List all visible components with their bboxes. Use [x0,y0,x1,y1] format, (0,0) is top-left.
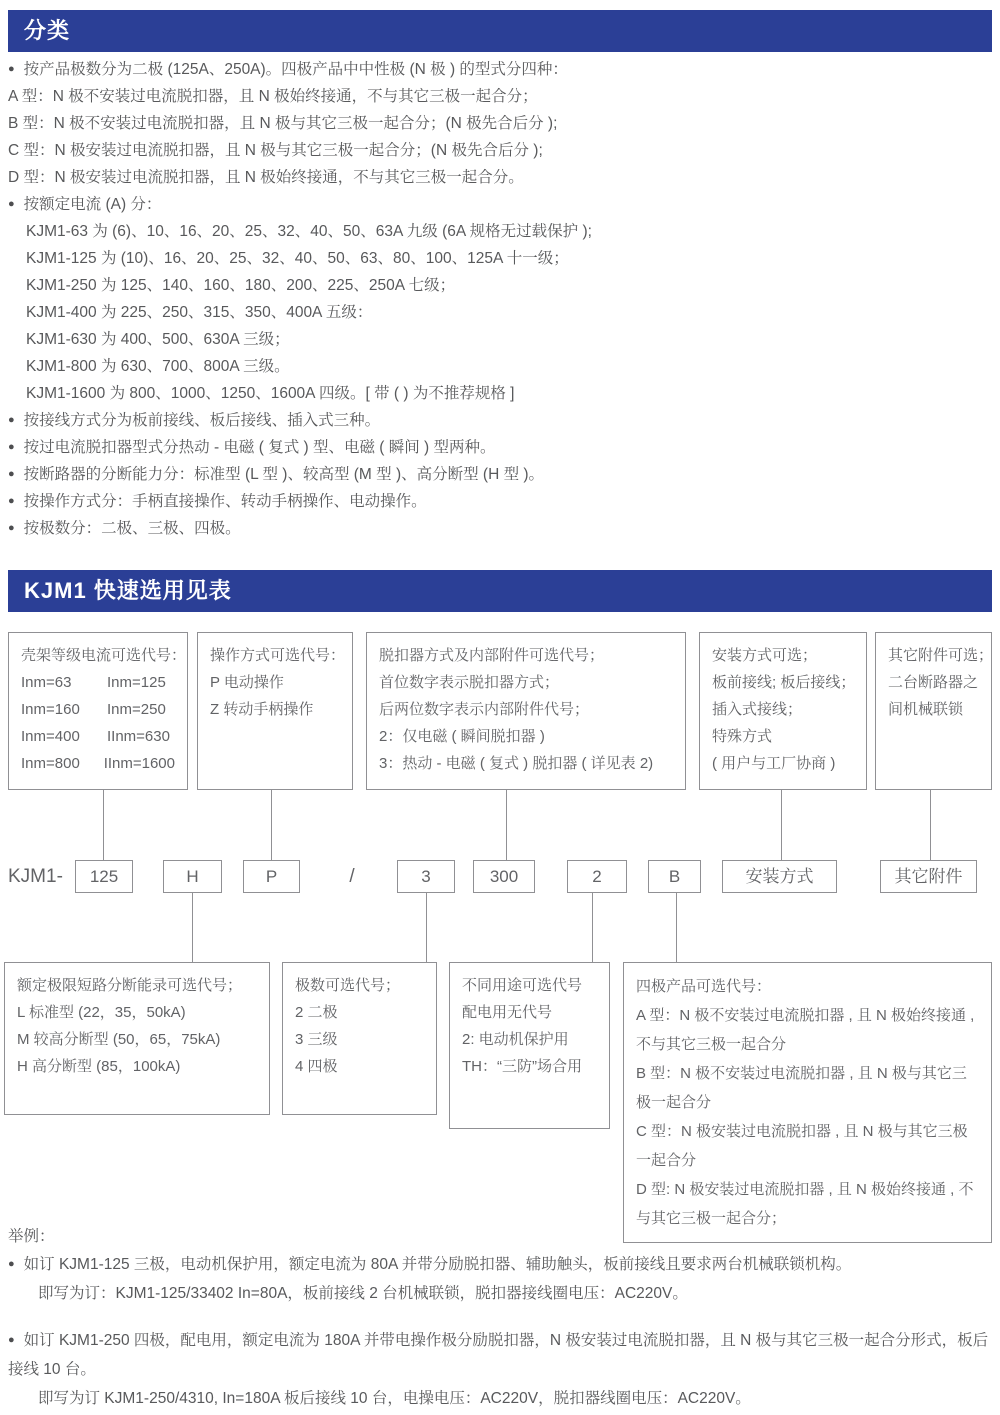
bullet-icon: ● [8,468,15,480]
classification-line-text: KJM1-630 为 400、500、630A 三级； [26,331,290,348]
legend-box-line: 间机械联锁 [888,701,964,718]
legend-box-line: 2: 电动机保护用 [462,1031,569,1048]
bullet-icon: ● [8,1258,15,1270]
bullet-icon: ● [8,63,15,75]
model-cell-mounting: 安装方式 [722,860,837,893]
legend-box-line: TH：“三防”场合用 [462,1058,582,1075]
legend-box-line: 板前接线; 板后接线； [712,674,856,691]
legend-box-line: ( 用户与工厂协商 ) [712,755,836,772]
connector-line [426,893,427,962]
classification-line-text: KJM1-250 为 125、140、160、180、200、225、250A 七级； [26,277,456,294]
classification-line-text: 按产品极数分为二极 (125A、250A)。四极产品中中性极 (N 极 ) 的型式分四种： [23,61,568,78]
legend-box-line: A 型：N 极不安装过电流脱扣器 , 且 N 极始终接通 , 不与其它三极一起合分 [636,1007,975,1053]
classification-line-text: KJM1-125 为 (10)、16、20、25、32、40、50、63、80、100、125A 十一级； [26,250,569,267]
bullet-icon: ● [8,522,15,534]
legend-box-line: L 标准型 (22，35，50kA) [17,1004,186,1021]
classification-line-text: KJM1-400 为 225、250、315、350、400A 五级： [26,304,373,321]
legend-pair-row [21,696,175,723]
legend-box-line: 3：热动 - 电磁 ( 复式 ) 脱扣器 ( 详见表 2) [379,755,654,772]
legend-box-line: 四极产品可选代号： [636,978,772,995]
legend-box-line: B 型：N 极不安装过电流脱扣器 , 且 N 极与其它三极一起合分 [636,1065,967,1111]
classification-line [8,353,992,380]
model-cell-accessory: 其它附件 [880,860,977,893]
legend-box-line: 安装方式可选； [712,647,818,664]
legend-poles-box [282,962,437,1115]
classification-title-text: 分类 [24,18,71,43]
connector-line [506,790,507,860]
legend-pair-cell: IInm=1600 [103,755,175,772]
model-cell-release-code: 300 [473,860,535,893]
example-item-order: 即写为订：KJM1-125/33402 In=80A，板前接线 2 台机械联锁，脱扣器接线圈电压：AC220V。 [38,1285,688,1302]
classification-line-text: KJM1-1600 为 800、1000、1250、1600A 四级。[ 带 ( ) 为不推荐规格 ] [26,385,515,402]
model-cell-usage: 2 [567,860,627,893]
legend-box-line: 2：仅电磁 ( 瞬间脱扣器 ) [379,728,545,745]
selection-title-text: KJM1 快速选用见表 [24,578,232,603]
legend-pair-cell: Inm=800 [21,755,80,772]
legend-box-line: 4 四极 [295,1058,338,1075]
legend-box-line: 首位数字表示脱扣器方式； [379,674,560,691]
classification-line [8,83,992,110]
connector-line [676,893,677,962]
classification-line [8,272,992,299]
legend-box-line: 脱扣器方式及内部附件可选代号； [379,647,605,664]
legend-box-line: 操作方式可选代号： [210,647,346,664]
bullet-icon: ● [8,441,15,453]
model-cell-breaking: H [163,860,222,893]
classification-line [8,245,992,272]
classification-line [8,515,992,542]
legend-pair-row [21,669,175,696]
legend-box-title: 壳架等级电流可选代号： [21,647,187,664]
legend-mounting-box [699,632,867,790]
connector-line [781,790,782,860]
bullet-icon: ● [8,1334,15,1346]
bullet-icon: ● [8,414,15,426]
legend-release-box [366,632,686,790]
classification-line [8,380,992,407]
classification-line-text: 按断路器的分断能力分：标准型 (L 型 )、较高型 (M 型 )、高分断型 (H 型 )。 [23,466,545,483]
connector-line [592,893,593,962]
legend-box-line: C 型：N 极安装过电流脱扣器 , 且 N 极与其它三极一起合分 [636,1123,968,1169]
classification-line-text: 按过电流脱扣器型式分热动 - 电磁 ( 复式 ) 型、电磁 ( 瞬间 ) 型两种。 [23,439,496,456]
legend-operation-box [197,632,353,790]
classification-line-text: B 型：N 极不安装过电流脱扣器，且 N 极与其它三极一起合分；(N 极先合后分 ); [8,115,558,132]
classification-line [8,461,992,488]
classification-line-text: 按极数分：二极、三极、四极。 [23,520,241,537]
legend-pair-cell: Inm=63 [21,674,72,691]
classification-line [8,326,992,353]
legend-box-line: 极数可选代号； [295,977,401,994]
legend-box-line: 后两位数字表示内部附件代号； [379,701,590,718]
legend-box-line: P 电动操作 [210,674,284,691]
bullet-icon: ● [8,495,15,507]
legend-box-line: 2 二极 [295,1004,338,1021]
legend-pair-cell: Inm=125 [107,674,166,691]
legend-box-line: M 较高分断型 (50，65，75kA) [17,1031,221,1048]
classification-line [8,164,992,191]
legend-usage-box [449,962,610,1129]
legend-pair-cell: Inm=250 [107,701,166,718]
legend-frame-current-box [8,632,188,790]
legend-accessory-box [875,632,992,790]
classification-line-text: D 型：N 极安装过电流脱扣器，且 N 极始终接通，不与其它三极一起合分。 [8,169,524,186]
model-cell-operation: P [243,860,300,893]
model-prefix: KJM1- [8,866,63,887]
legend-four-pole-box [623,962,992,1243]
selection-section-title [8,570,992,612]
legend-box-line: 不同用途可选代号 [462,977,583,994]
example-desc-text: 如订 KJM1-250 四极，配电用，额定电流为 180A 并带电操作极分励脱扣器，N 极安装过电流脱扣器，且 N 极与其它三极一起合分形式，板后接线 10 台。 [8,1332,989,1378]
connector-line [930,790,931,860]
classification-line-text: 按操作方式分：手柄直接操作、转动手柄操作、电动操作。 [23,493,427,510]
examples-block [8,1224,992,1413]
classification-line-text: 按额定电流 (A) 分： [23,196,162,213]
legend-breaking-capacity-box [4,962,270,1115]
legend-pair-row [21,750,175,777]
classification-line [8,434,992,461]
example-item-order: 即写为订 KJM1-250/4310, In=180A 板后接线 10 台，电操电压：AC220V，脱扣器线圈电压：AC220V。 [38,1390,751,1407]
classification-text-block [8,56,992,542]
classification-line-text: KJM1-63 为 (6)、10、16、20、25、32、40、50、63A 九级 (6A 规格无过载保护 ); [26,223,592,240]
legend-box-line: 3 三级 [295,1031,338,1048]
example-desc-text: 如订 KJM1-125 三极，电动机保护用，额定电流为 80A 并带分励脱扣器、辅助触头，板前接线且要求两台机械联锁机构。 [23,1256,852,1273]
example-item-desc [8,1250,992,1279]
connector-line [271,790,272,860]
classification-line-text: 按接线方式分为板前接线、板后接线、插入式三种。 [23,412,381,429]
classification-line [8,218,992,245]
legend-box-line: 插入式接线； [712,701,803,718]
legend-box-line: 其它附件可选； [888,647,994,664]
legend-box-line: Z 转动手柄操作 [210,701,314,718]
model-slash: / [349,866,355,887]
model-cell-frame: 125 [75,860,133,893]
legend-pair-cell: Inm=400 [21,728,80,745]
classification-line-text: KJM1-800 为 630、700、800A 三级。 [26,358,290,375]
connector-line [103,790,104,860]
classification-line [8,137,992,164]
legend-box-line: 特殊方式 [712,728,773,745]
legend-pair-cell: Inm=160 [21,701,80,718]
legend-pair-cell: IInm=630 [107,728,170,745]
classification-line [8,299,992,326]
classification-line [8,191,992,218]
legend-box-line: 二台断路器之 [888,674,979,691]
legend-box-line: 配电用无代号 [462,1004,553,1021]
examples-spacer [8,1308,992,1326]
legend-box-line: H 高分断型 (85，100kA) [17,1058,181,1075]
model-cell-neutral-type: B [648,860,701,893]
classification-line-text: A 型：N 极不安装过电流脱扣器，且 N 极始终接通，不与其它三极一起合分； [8,88,538,105]
model-cell-poles: 3 [397,860,455,893]
legend-box-line: 额定极限短路分断能录可选代号； [17,977,243,994]
classification-line [8,110,992,137]
classification-line [8,56,992,83]
bullet-icon: ● [8,198,15,210]
classification-line-text: C 型：N 极安装过电流脱扣器，且 N 极与其它三极一起合分；(N 极先合后分 ); [8,142,543,159]
examples-label: 举例： [8,1228,55,1245]
legend-pair-row [21,723,175,750]
legend-box-line: D 型: N 极安装过电流脱扣器 , 且 N 极始终接通 , 不与其它三极一起合分； [636,1181,974,1227]
classification-line [8,488,992,515]
connector-line [192,893,193,962]
classification-section-title [8,10,992,52]
example-item-desc [8,1326,992,1384]
classification-line [8,407,992,434]
